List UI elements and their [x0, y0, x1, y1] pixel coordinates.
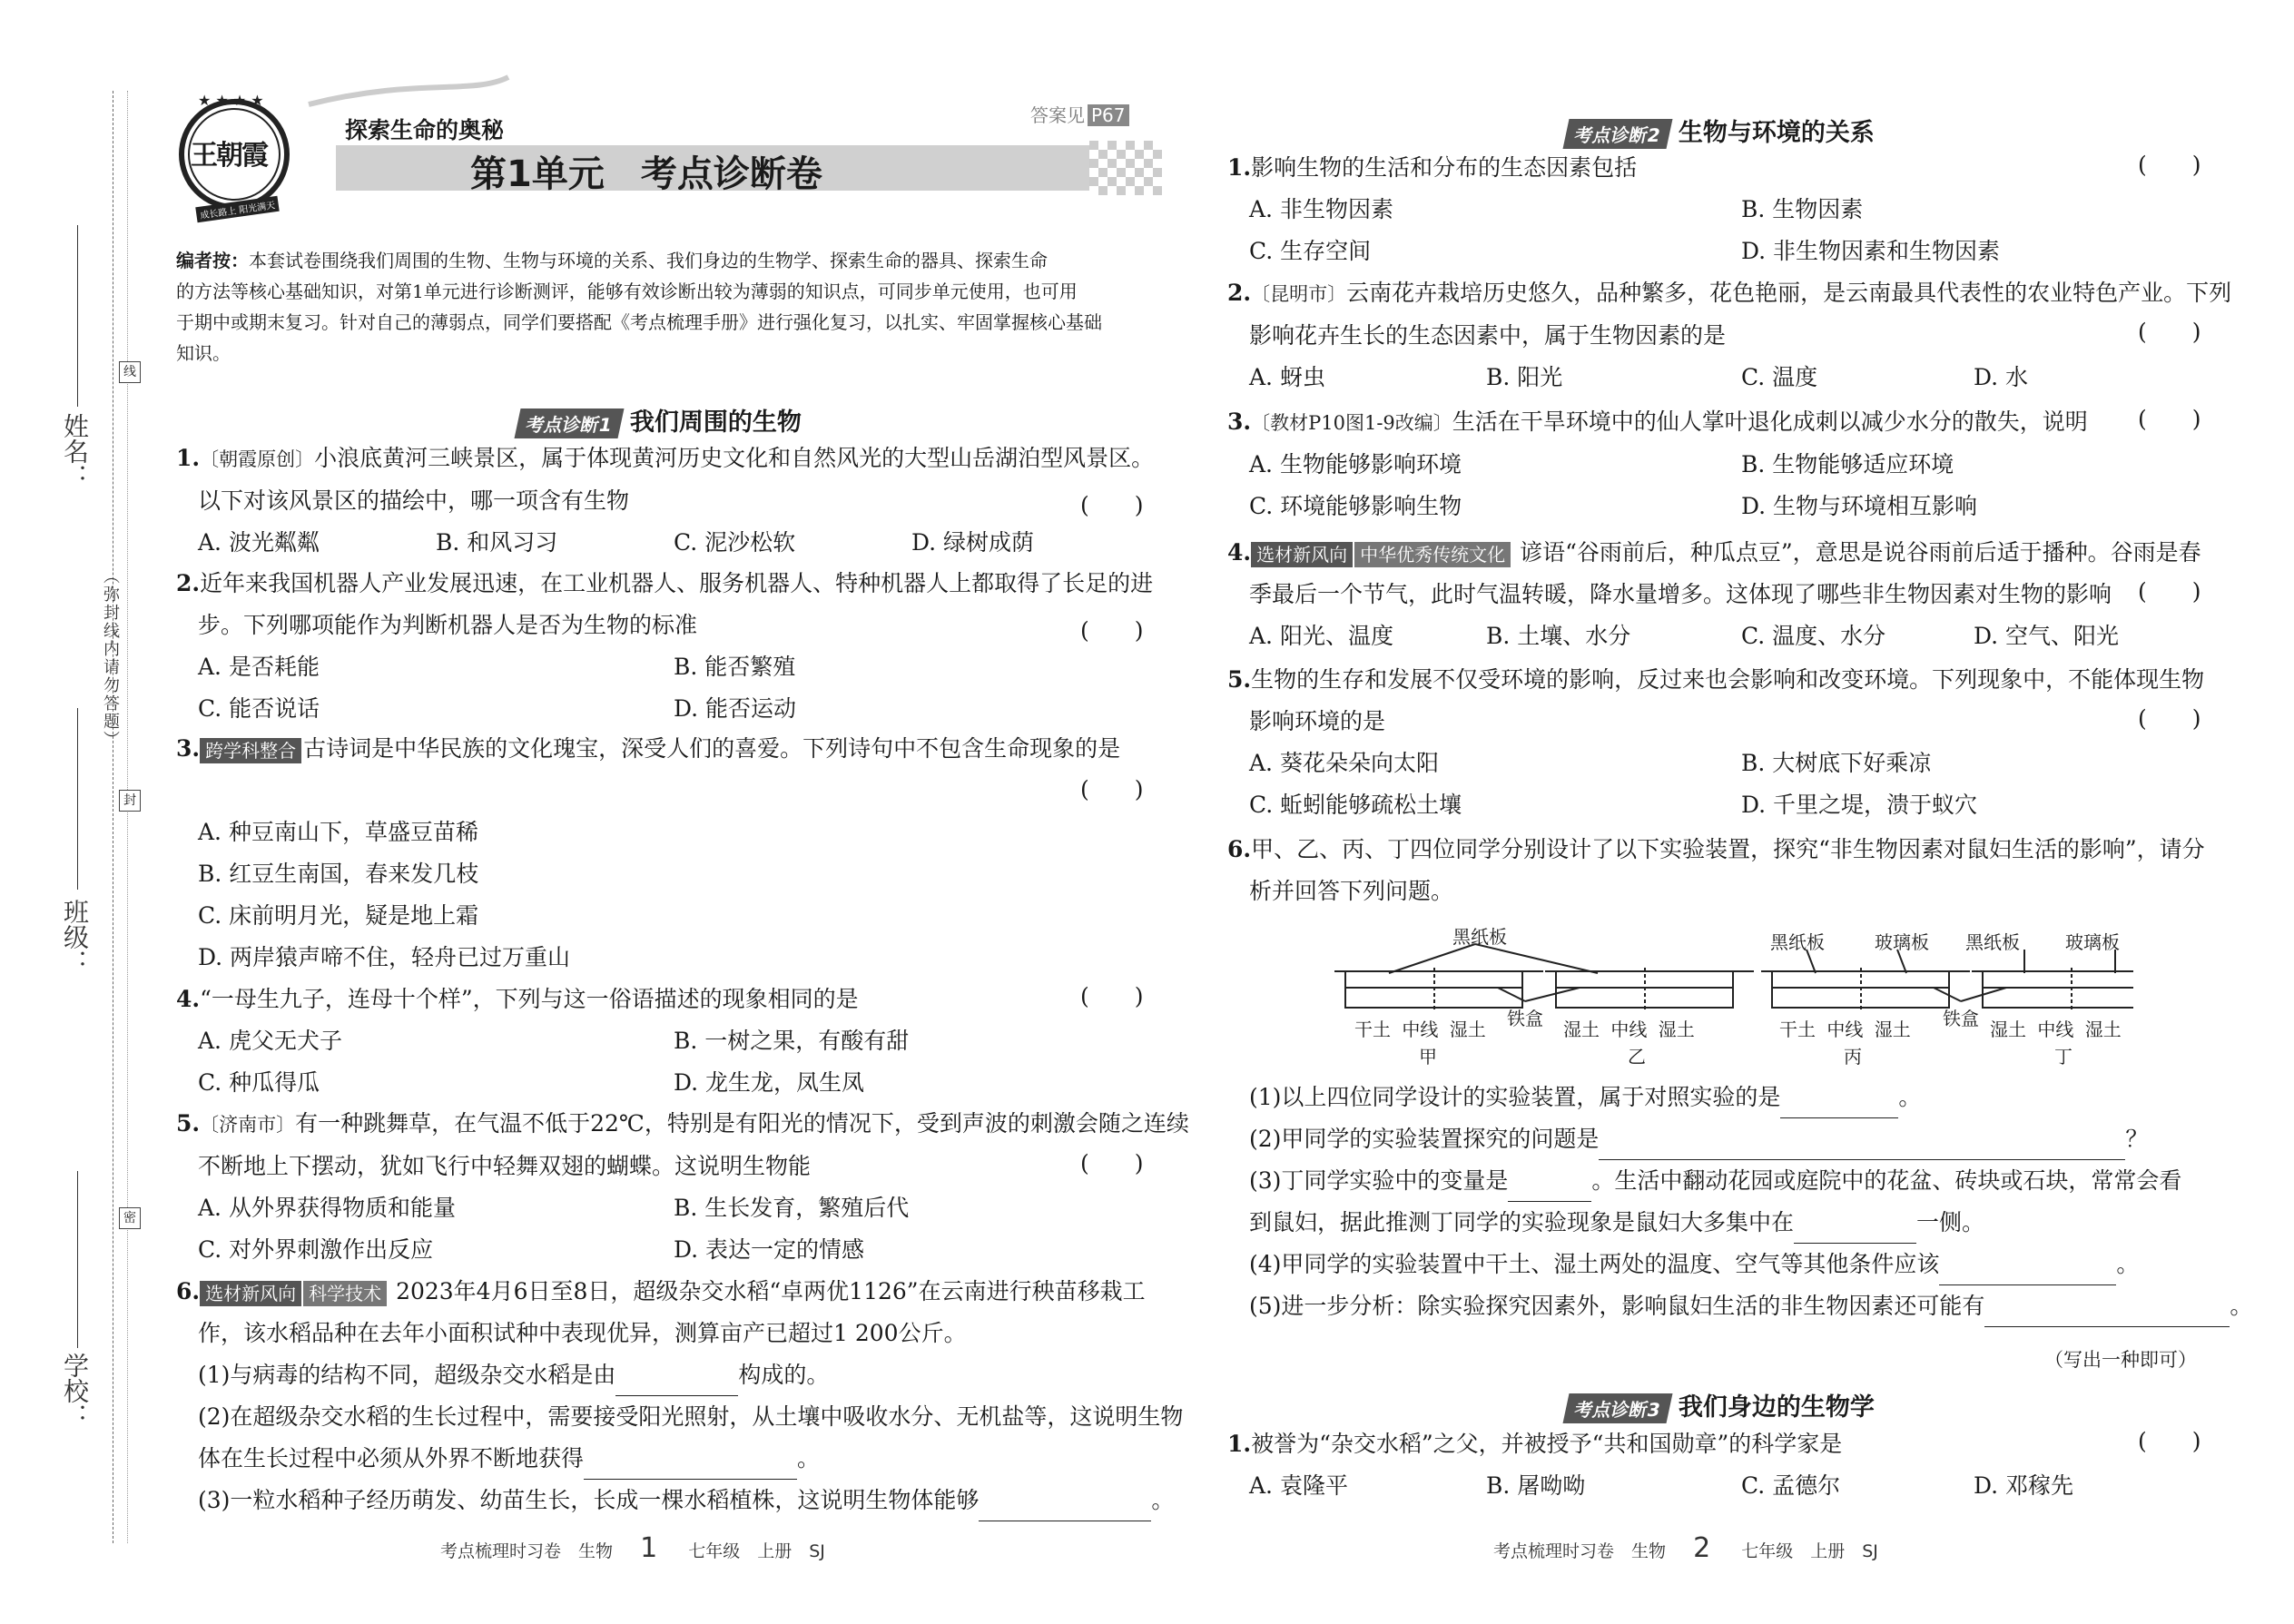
- answer-paren-1-5[interactable]: ( ): [1080, 1150, 1144, 1176]
- hint-one-answer: （写出一种即可）: [2044, 1349, 2197, 1371]
- question-2-4: 4. 选材新风向 中华优秀传统文化 谚语“谷雨前后，种瓜点豆”，意思是说谷雨前后适于播种。谷雨是春 季最后一个节气，此时气温转暖，降水量增多。这体现了哪些非生物因素对生物的影响 A. 阳光、温度 B. 土壤、水分 C. 温度、水分 D. 空气、阳光: [1227, 539, 2201, 649]
- fig-label-black-board-bing: 黑纸板: [1770, 931, 1825, 953]
- question-2-6-sub: (1)以上四位同学设计的实验装置，属于对照实验的是 。 (2)甲同学的实验装置探究的问题是 ？ (3)丁同学实验中的变量是 。生活中翻动花园或庭院中的花盆、砖块或石块，常常会看 到鼠妇，据此推测丁同学的实验现象是鼠妇大多集中在 一侧。 (4)甲同学的实验装置中干土、湿土两处的温度、空气等其他条件应该 。 (5)进一步分析：除实验探究因素外，影响鼠妇生活的非生物因素还可能有 。: [1249, 1077, 2252, 1327]
- logo: [171, 91, 298, 221]
- fig-label-glass-bing: 玻璃板: [1875, 931, 1929, 953]
- answer-paren-2-4[interactable]: ( ): [2138, 578, 2201, 605]
- section-3-header: 考点诊断3 我们身边的生物学: [1566, 1387, 1875, 1423]
- question-3-1: 1.被誉为“杂交水稻”之父，并被授予“共和国勋章”的科学家是 A. 袁隆平 B. 屠呦呦 C. 孟德尔 D. 邓稼先: [1227, 1431, 2074, 1499]
- blank-2-6-5[interactable]: [1939, 1259, 2116, 1285]
- answer-paren-1-3[interactable]: ( ): [1080, 776, 1144, 802]
- binding-warning: （弥封线内请勿答题）: [101, 567, 120, 749]
- question-1-4: 4.“一母生九子，连母十个样”，下列与这一俗语描述的现象相同的是 A. 虎父无犬子 B. 一树之果，有酸有甜 C. 种瓜得瓜 D. 龙生龙，凤生凤: [176, 986, 910, 1096]
- blank-1-6-2[interactable]: [584, 1453, 797, 1480]
- fig-jia: 甲: [1419, 1046, 1437, 1068]
- fig-label-black-board: 黑纸板: [1452, 926, 1507, 948]
- logo-name: 王朝霞: [191, 140, 267, 172]
- fig-label-glass-ding: 玻璃板: [2065, 931, 2120, 953]
- fig-yi: 乙: [1628, 1046, 1646, 1068]
- page-title: 第1单元 考点诊断卷: [470, 153, 822, 195]
- fig-yi-labels: 湿土 中线 湿土: [1563, 1019, 1695, 1040]
- question-2-6: 6.甲、乙、丙、丁四位同学分别设计了以下实验装置，探究“非生物因素对鼠妇生活的影响”，请分 析并回答下列问题。: [1227, 836, 2205, 904]
- footer-left: 考点梳理时习卷 生物 1 七年级 上册 SJ: [440, 1532, 825, 1564]
- answer-paren-1-1[interactable]: ( ): [1080, 492, 1144, 518]
- fig-label-iron-box-2: 铁盒: [1943, 1008, 1979, 1029]
- fig-label-black-board-ding: 黑纸板: [1965, 931, 2020, 953]
- answer-paren-2-1[interactable]: ( ): [2138, 152, 2201, 178]
- blank-2-6-3[interactable]: [1508, 1176, 1591, 1202]
- fig-jia-labels: 干土 中线 湿土: [1354, 1019, 1486, 1040]
- section-1-header: 考点诊断1 我们周围的生物: [517, 402, 802, 438]
- question-2-5: 5.生物的生存和发展不仅受环境的影响，反过来也会影响和改变环境。下列现象中，不能体现生物 影响环境的是 A. 葵花朵朵向太阳 B. 大树底下好乘凉 C. 蚯蚓能够疏松土壤 D. 千里之堤，溃于蚁穴: [1227, 666, 2205, 818]
- blank-2-6-6[interactable]: [1984, 1301, 2230, 1327]
- blank-1-6-3[interactable]: [979, 1495, 1151, 1521]
- cut-line: [127, 91, 128, 1543]
- mark-mi: 密: [119, 1207, 141, 1229]
- name-field[interactable]: [77, 225, 78, 407]
- blank-2-6-4[interactable]: [1794, 1217, 1916, 1244]
- class-field[interactable]: [77, 708, 78, 890]
- question-2-1: 1.影响生物的生活和分布的生态因素包括 A. 非生物因素 B. 生物因素 C. 生存空间 D. 非生物因素和生物因素: [1227, 154, 2001, 264]
- page-number-2: 2: [1693, 1532, 1711, 1564]
- section-2-header: 考点诊断2 生物与环境的关系: [1566, 113, 1875, 149]
- answer-paren-2-3[interactable]: ( ): [2138, 406, 2201, 432]
- blank-2-6-2[interactable]: [1599, 1134, 2125, 1160]
- question-2-3: 3.〔教材P10图1-9改编〕生活在干旱环境中的仙人掌叶退化成刺以减少水分的散失，说明 A. 生物能够影响环境 B. 生物能够适应环境 C. 环境能够影响生物 D. 生物与环境相互影响: [1227, 408, 2088, 519]
- school-label: 学校：: [60, 1353, 90, 1429]
- name-label: 姓名：: [60, 413, 90, 489]
- answer-paren-1-4[interactable]: ( ): [1080, 983, 1144, 1009]
- school-field[interactable]: [77, 1171, 78, 1348]
- editor-note: 编者按：本套试卷围绕我们周围的生物、生物与环境的关系、我们身边的生物学、探索生命的器具、探索生命 的方法等核心基础知识，对第1单元进行诊断测评，能够有效诊断出较为薄弱的知识点，可同步单元使用，也可用 于期中或期末复习。针对自己的薄弱点，同学们要搭配《考点梳理手册》进行强化复习，以扎实、牢固掌握核心基础 知识。: [176, 250, 1102, 364]
- blank-2-6-1[interactable]: [1780, 1092, 1898, 1118]
- question-1-2: 2.近年来我国机器人产业发展迅速，在工业机器人、服务机器人、特种机器人上都取得了长足的进 步。下列哪项能作为判断机器人是否为生物的标准 A. 是否耗能 B. 能否繁殖 C. 能否说话 D. 能否运动: [176, 570, 1154, 722]
- fig-ding: 丁: [2054, 1046, 2072, 1068]
- footer-right: 考点梳理时习卷 生物 2 七年级 上册 SJ: [1493, 1532, 1878, 1564]
- mark-xian: 线: [119, 361, 141, 383]
- fig-bing-labels: 干土 中线 湿土: [1779, 1019, 1911, 1040]
- question-2-2: 2.〔昆明市〕云南花卉栽培历史悠久，品种繁多，花色艳丽，是云南最具代表性的农业特色产业。下列 影响花卉生长的生态因素中，属于生物因素的是 A. 蚜虫 B. 阳光 C. 温度 D. 水: [1227, 280, 2232, 390]
- fig-ding-labels: 湿土 中线 湿土: [1990, 1019, 2122, 1040]
- answer-paren-1-2[interactable]: ( ): [1080, 617, 1144, 644]
- fig-bing: 丙: [1844, 1046, 1862, 1068]
- answer-paren-2-2[interactable]: ( ): [2138, 319, 2201, 345]
- question-1-1: 1.〔朝霞原创〕小浪底黄河三峡景区，属于体现黄河历史文化和自然风光的大型山岳湖泊型风景区。 以下对该风景区的描绘中，哪一项含有生物 A. 波光粼粼 B. 和风习习 C. 泥沙松软 D. 绿树成荫: [176, 445, 1155, 556]
- blank-1-6-1[interactable]: [615, 1370, 738, 1396]
- logo-slogan: 成长路上 阳光满天: [195, 196, 280, 223]
- class-label: 班级：: [60, 899, 90, 975]
- answer-ref: 答案见 P67: [1030, 101, 1129, 127]
- fig-label-iron-box-1: 铁盒: [1507, 1008, 1543, 1029]
- page-number-1: 1: [640, 1532, 658, 1564]
- svg-text:★ ★ ★ ★: ★ ★ ★ ★: [198, 92, 264, 109]
- subject-title: 探索生命的奥秘: [345, 117, 505, 143]
- answer-paren-3-1[interactable]: ( ): [2138, 1428, 2201, 1454]
- question-1-6: 6. 选材新风向 科学技术 2023年4月6日至8日，超级杂交水稻“卓两优1126”在云南进行秧苗移栽工 作，该水稻品种在去年小面积试种中表现优异，测算亩产已超过1 200公斤。 (1)与病毒的结构不同，超级杂交水稻是由 构成的。 (2)在超级杂交水稻的生长过程中，需要接受阳光照射，从土壤中吸收水分、无机盐等，这说明生物 体在生长过程中必须从外界不断地获得 。 (3)一粒水稻种子经历萌发、幼苗生长，长成一棵水稻植株，这说明生物体能够 。: [176, 1271, 1183, 1521]
- question-1-3: 3. 跨学科整合 古诗词是中华民族的文化瑰宝，深受人们的喜爱。下列诗句中不包含生命现象的是 A. 种豆南山下，草盛豆苗稀 B. 红豆生南国，春来发几枝 C. 床前明月光，疑是地上霜 D. 两岸猿声啼不住，轻舟已过万重山: [176, 735, 1121, 970]
- answer-paren-2-5[interactable]: ( ): [2138, 705, 2201, 732]
- question-1-5: 5.〔济南市〕有一种跳舞草，在气温不低于22℃，特别是有阳光的情况下，受到声波的刺激会随之连续 不断地上下摆动，犹如飞行中轻舞双翅的蝴蝶。这说明生物能 A. 从外界获得物质和能量 B. 生长发育，繁殖后代 C. 对外界刺激作出反应 D. 表达一定的情感: [176, 1110, 1189, 1263]
- mark-feng: 封: [119, 790, 141, 812]
